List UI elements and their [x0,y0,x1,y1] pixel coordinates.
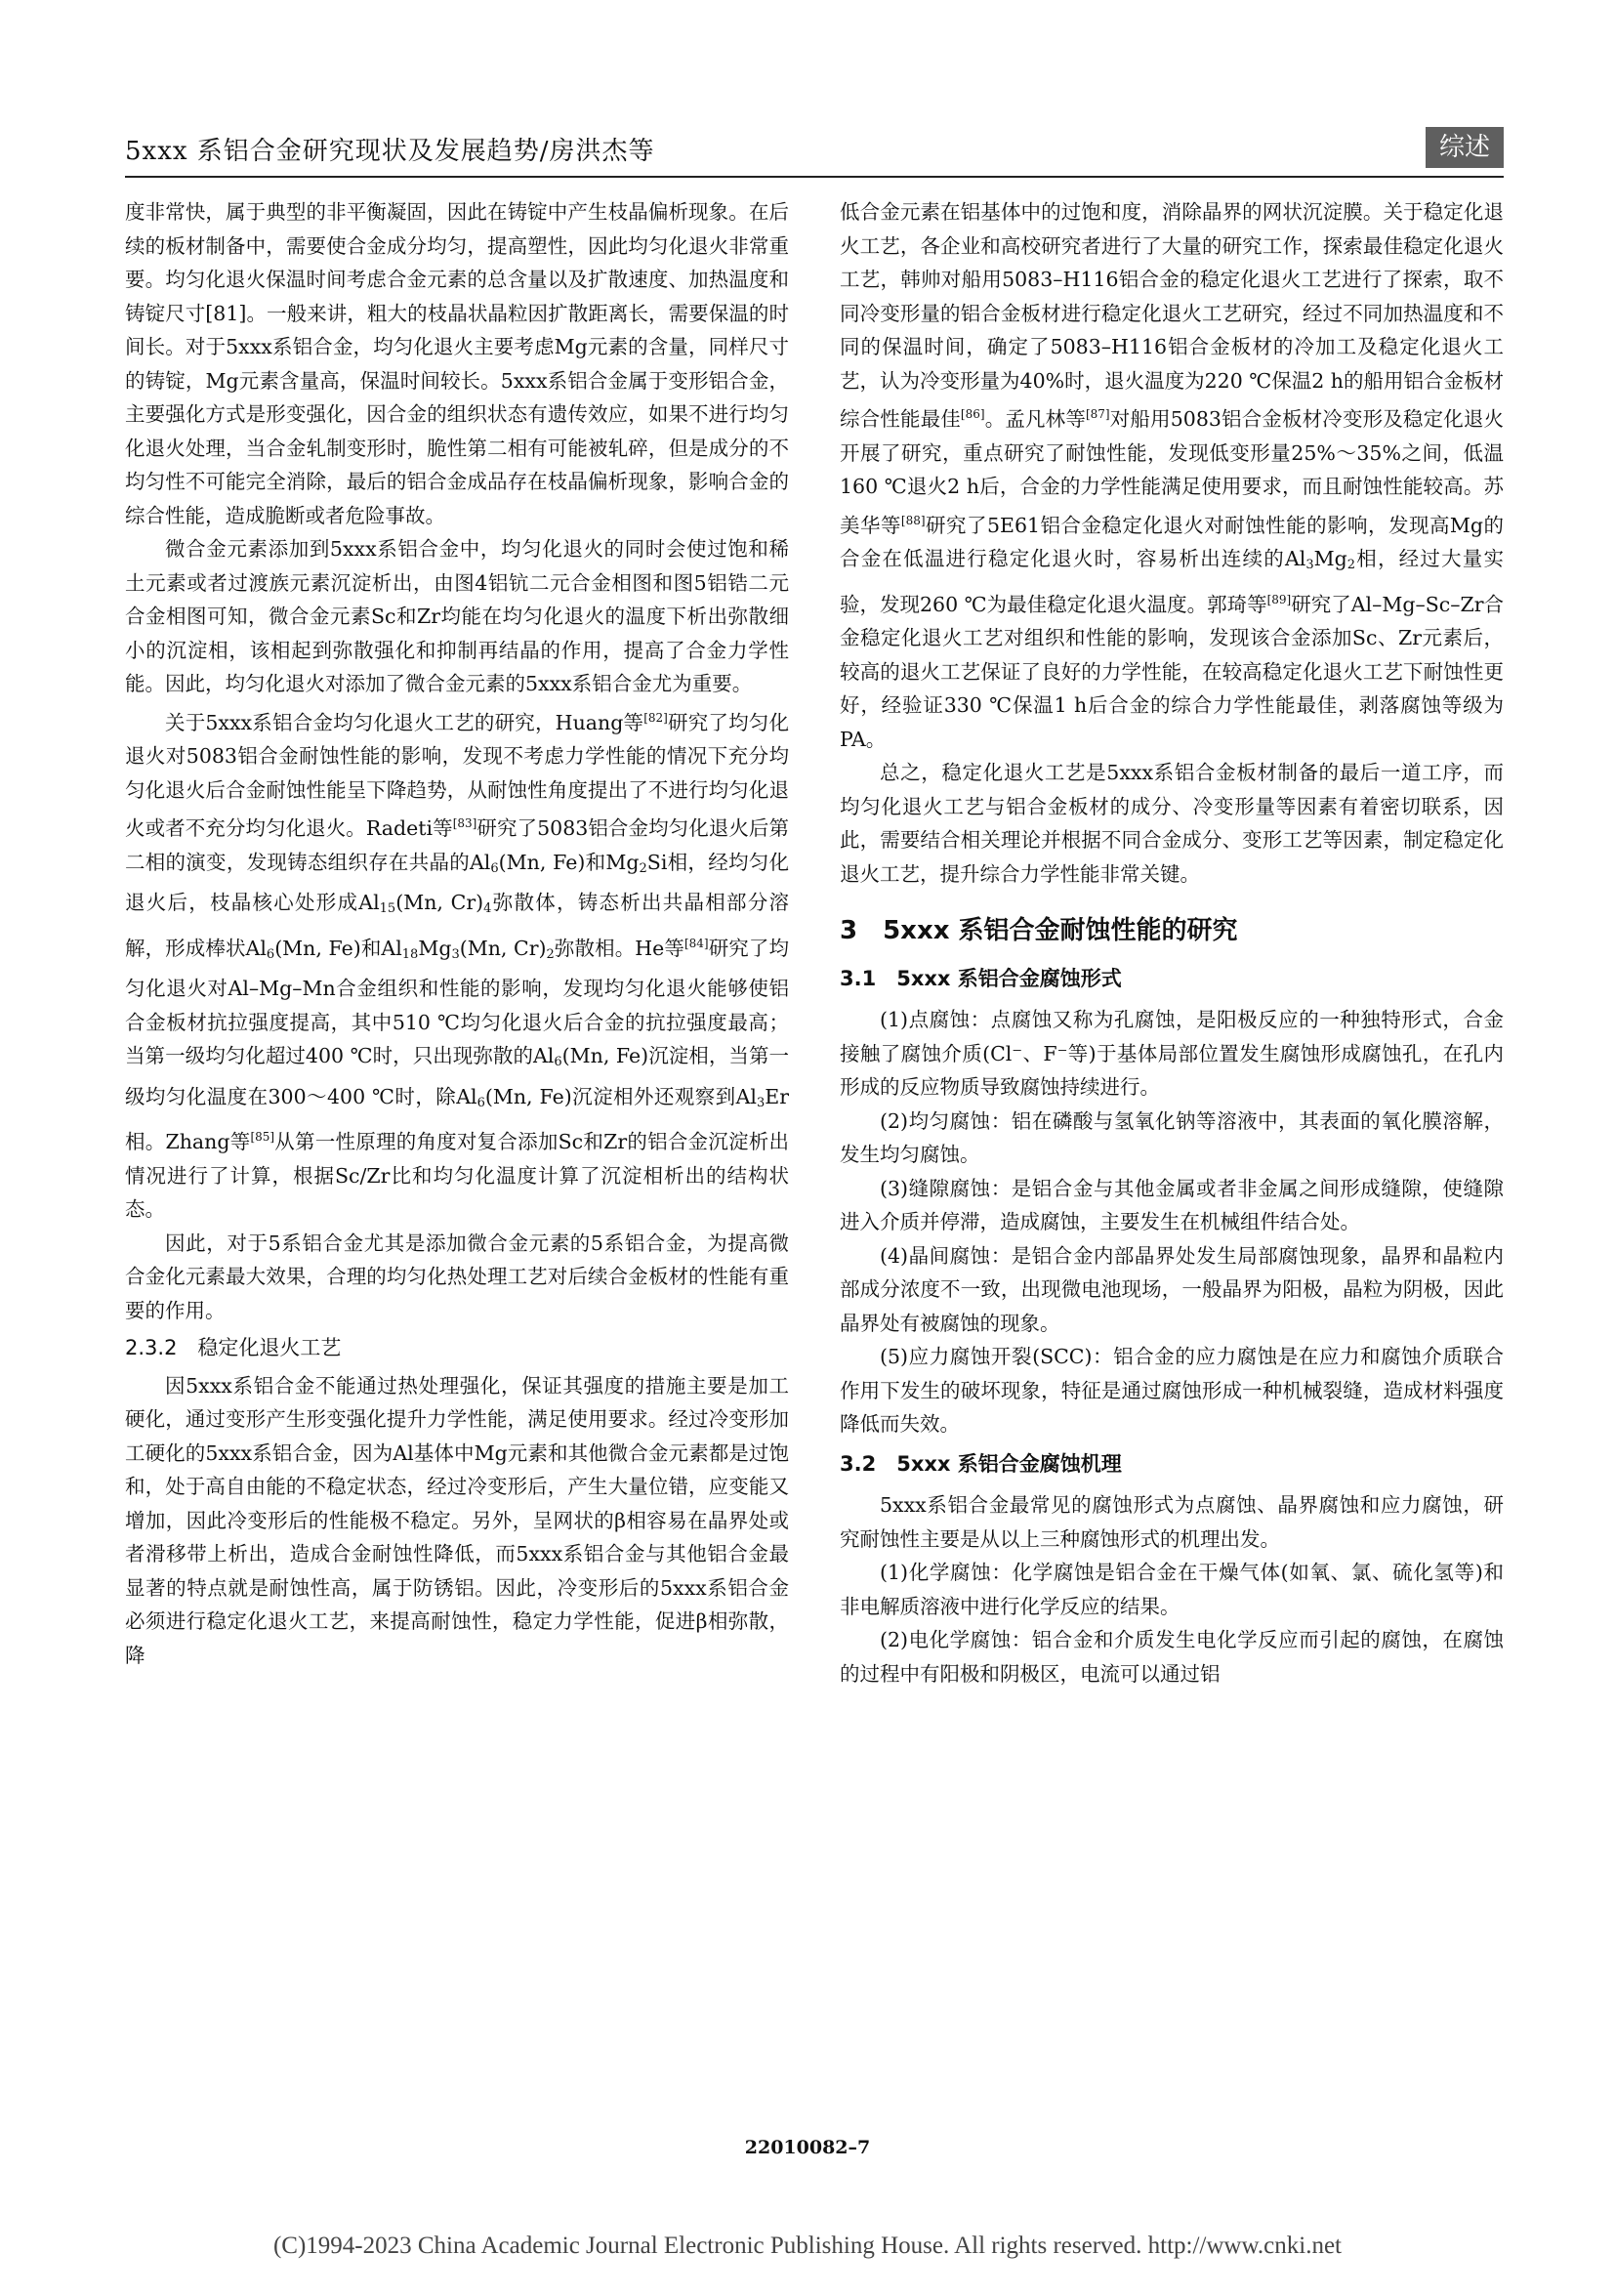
citation: [89] [1266,592,1292,606]
paragraph: 总之，稳定化退火工艺是5xxx系铝合金板材制备的最后一道工序，而均匀化退火工艺与铝合金板材的成分、冷变形量等因素有着密切联系，因此，需要结合相关理论并根据不同合金成分、变形工艺等因素，制定稳定化退火工艺，提升综合力学性能非常关键。 [840,761,1504,886]
section-heading-3-1: 3.1 5xxx 系铝合金腐蚀形式 [840,966,1122,990]
copyright-notice: (C)1994-2023 China Academic Journal Electronic Publishing House. All rights reserved. http://www.cnki.net [272,2233,1343,2259]
citation: [86] [960,407,985,421]
list-item: (5)应力腐蚀开裂(SCC)：铝合金的应力腐蚀是在应力和腐蚀介质联合作用下发生的破坏现象，特征是通过腐蚀形成一种机械裂缝，造成材料强度降低而失效。 [840,1345,1504,1436]
paragraph: 低合金元素在铝基体中的过饱和度，消除晶界的网状沉淀膜。关于稳定化退火工艺，各企业和高校研究者进行了大量的研究工作，探索最佳稳定化退火工艺，韩帅对船用5083–H116铝合金的稳定化退火工艺进行了探索，取不同冷变形量的铝合金板材进行稳定化退火工艺研究，经过不同加热温度和不同的保温时间，确定了5083–H116铝合金板材的冷加工及稳定化退火工艺，认为冷变形量为40%时，退火温度为220 ℃保温2 h的船用铝合金板材综合性能最佳[86]。孟凡林等[87]对船用5083铝合金板材冷变形及稳定化退火开展了研究，重点研究了耐蚀性能，发现低变形量25%～35%之间，低温160 ℃退火2 h后，合金的力学性能满足使用要求，而且耐蚀性能较高。苏美华等[88]研究了5E61铝合金稳定化退火对耐蚀性能的影响，发现高Mg的合金在低温进行稳定化退火时，容易析出连续的$Al_3Mg_2$相，经过大量实验，发现260 ℃为最佳稳定化退火温度。郭琦等[89]研究了Al–Mg–Sc–Zr合金稳定化退火工艺对组织和性能的影响，发现该合金添加Sc、Zr元素后，较高的退火工艺保证了良好的力学性能，在较高稳定化退火工艺下耐蚀性更好，经验证330 ℃保温1 h后合金的综合力学性能最佳，剥落腐蚀等级为PA。 [840,200,1504,751]
paragraph: 度非常快，属于典型的非平衡凝固，因此在铸锭中产生枝晶偏析现象。在后续的板材制备中，需要使合金成分均匀，提高塑性，因此均匀化退火非常重要。均匀化退火保温时间考虑合金元素的总含量以及扩散速度、加热温度和铸锭尺寸[81]。一般来讲，粗大的枝晶状晶粒因扩散距离长，需要保温的时间长。对于5xxx系铝合金，均匀化退火主要考虑Mg元素的含量，同样尺寸的铸锭，Mg元素含量高，保温时间较长。5xxx系铝合金属于变形铝合金，主要强化方式是形变强化，因合金的组织状态有遗传效应，如果不进行均匀化退火处理，当合金轧制变形时，脆性第二相有可能被轧碎，但是成分的不均匀性不可能完全消除，最后的铝合金成品存在枝晶偏析现象，影响合金的综合性能，造成脆断或者危险事故。 [125,200,789,527]
page-number: 22010082–7 [744,2137,871,2158]
list-item: (4)晶间腐蚀：是铝合金内部晶界处发生局部腐蚀现象，晶界和晶粒内部成分浓度不一致，出现微电池现场，一般晶界为阳极，晶粒为阴极，因此晶界处有被腐蚀的现象。 [840,1243,1504,1335]
citation: [84] [683,936,709,950]
section-heading-3-2: 3.2 5xxx 系铝合金腐蚀机理 [840,1451,1122,1476]
section-heading-3: 3 5xxx 系铝合金耐蚀性能的研究 [840,916,1238,945]
list-item: (2)电化学腐蚀：铝合金和介质发生电化学反应而引起的腐蚀，在腐蚀的过程中有阳极和阴极区，电流可以通过铝 [840,1628,1504,1686]
list-item: (1)化学腐蚀：化学腐蚀是铝合金在干燥气体(如氧、氯、硫化氢等)和非电解质溶液中进行化学反应的结果。 [840,1561,1504,1618]
list-item: (2)均匀腐蚀：铝在磷酸与氢氧化钠等溶液中，其表面的氧化膜溶解，发生均匀腐蚀。 [840,1108,1504,1166]
section-heading-2-3-2: 2.3.2 稳定化退火工艺 [125,1336,342,1359]
citation: [85] [250,1130,275,1144]
citation: [82] [643,710,668,725]
list-item: (3)缝隙腐蚀：是铝合金与其他金属或者非金属之间形成缝隙，使缝隙进入介质并停滞，造成腐蚀，主要发生在机械组件结合处。 [840,1176,1504,1233]
section-badge: 综述 [1426,127,1504,168]
header-divider [125,176,1504,178]
paragraph: 因此，对于5系铝合金尤其是添加微合金元素的5系铝合金，为提高微合金化元素最大效果，合理的均匀化热处理工艺对后续合金板材的性能有重要的作用。 [125,1231,789,1322]
paragraph: 微合金元素添加到5xxx系铝合金中，均匀化退火的同时会使过饱和稀土元素或者过渡族元素沉淀析出，由图4铝钪二元合金相图和图5铝锆二元合金相图可知，微合金元素Sc和Zr均能在均匀化退火的温度下析出弥散细小的沉淀相，该相起到弥散强化和抑制再结晶的作用，提高了合金力学性能。因此，均匀化退火对添加了微合金元素的5xxx系铝合金尤为重要。 [125,537,789,695]
header-title: 5xxx 系铝合金研究现状及发展趋势/房洪杰等 [125,137,655,166]
citation: [83] [452,816,477,830]
list-item: (1)点腐蚀：点腐蚀又称为孔腐蚀，是阳极反应的一种独特形式，合金接触了腐蚀介质(Cl⁻、F⁻等)于基体局部位置发生腐蚀形成腐蚀孔，在孔内形成的反应物质导致腐蚀持续进行。 [840,1008,1504,1099]
citation: [88] [900,513,926,527]
paragraph: 关于5xxx系铝合金均匀化退火工艺的研究，Huang等[82]研究了均匀化退火对5083铝合金耐蚀性能的影响，发现不考虑力学性能的情况下充分均匀化退火后合金耐蚀性能呈下降趋势，从耐蚀性角度提出了不进行均匀化退火或者不充分均匀化退火。Radeti等[83]研究了5083铝合金均匀化退火后第二相的演变，发现铸态组织存在共晶的$Al_6(Mn$, Fe)和$Mg_2Si$相，经均匀化退火后，枝晶核心处形成$Al_{15}(Mn$, $Cr)_4$弥散体，铸态析出共晶相部分溶解，形成棒状$Al_6(Mn$, Fe)和$Al_{18}Mg_3(Mn$, $Cr)_2$弥散相。He等[84]研究了均匀化退火对Al–Mg–Mn合金组织和性能的影响，发现均匀化退火能够使铝合金板材抗拉强度提高，其中510 ℃均匀化退火后合金的抗拉强度最高；当第一级均匀化超过400 ℃时，只出现弥散的$Al_6(Mn$, Fe)沉淀相，当第一级均匀化温度在300～400 ℃时，除$Al_6(Mn$, Fe)沉淀相外还观察到$Al_3Er$相。Zhang等[85]从第一性原理的角度对复合添加Sc和Zr的铝合金沉淀析出情况进行了计算，根据Sc/Zr比和均匀化温度计算了沉淀相析出的结构状态。 [125,710,789,1221]
left-column [125,195,789,2051]
citation: [87] [1085,407,1110,421]
paragraph: 5xxx系铝合金最常见的腐蚀形式为点腐蚀、晶界腐蚀和应力腐蚀，研究耐蚀性主要是从以上三种腐蚀形式的机理出发。 [840,1493,1504,1551]
paragraph: 因5xxx系铝合金不能通过热处理强化，保证其强度的措施主要是加工硬化，通过变形产生形变强化提升力学性能，满足使用要求。经过冷变形加工硬化的5xxx系铝合金，因为Al基体中Mg元素和其他微合金元素都是过饱和，处于高自由能的不稳定状态，经过冷变形后，产生大量位错，应变能又增加，因此冷变形后的性能极不稳定。另外，呈网状的β相容易在晶界处或者滑移带上析出，造成合金耐蚀性降低，而5xxx系铝合金与其他铝合金最显著的特点就是耐蚀性高，属于防锈铝。因此，冷变形后的5xxx系铝合金必须进行稳定化退火工艺，来提高耐蚀性，稳定力学性能，促进β相弥散，降 [125,1373,789,1667]
running-header [125,127,1504,172]
right-column [840,195,1504,2051]
